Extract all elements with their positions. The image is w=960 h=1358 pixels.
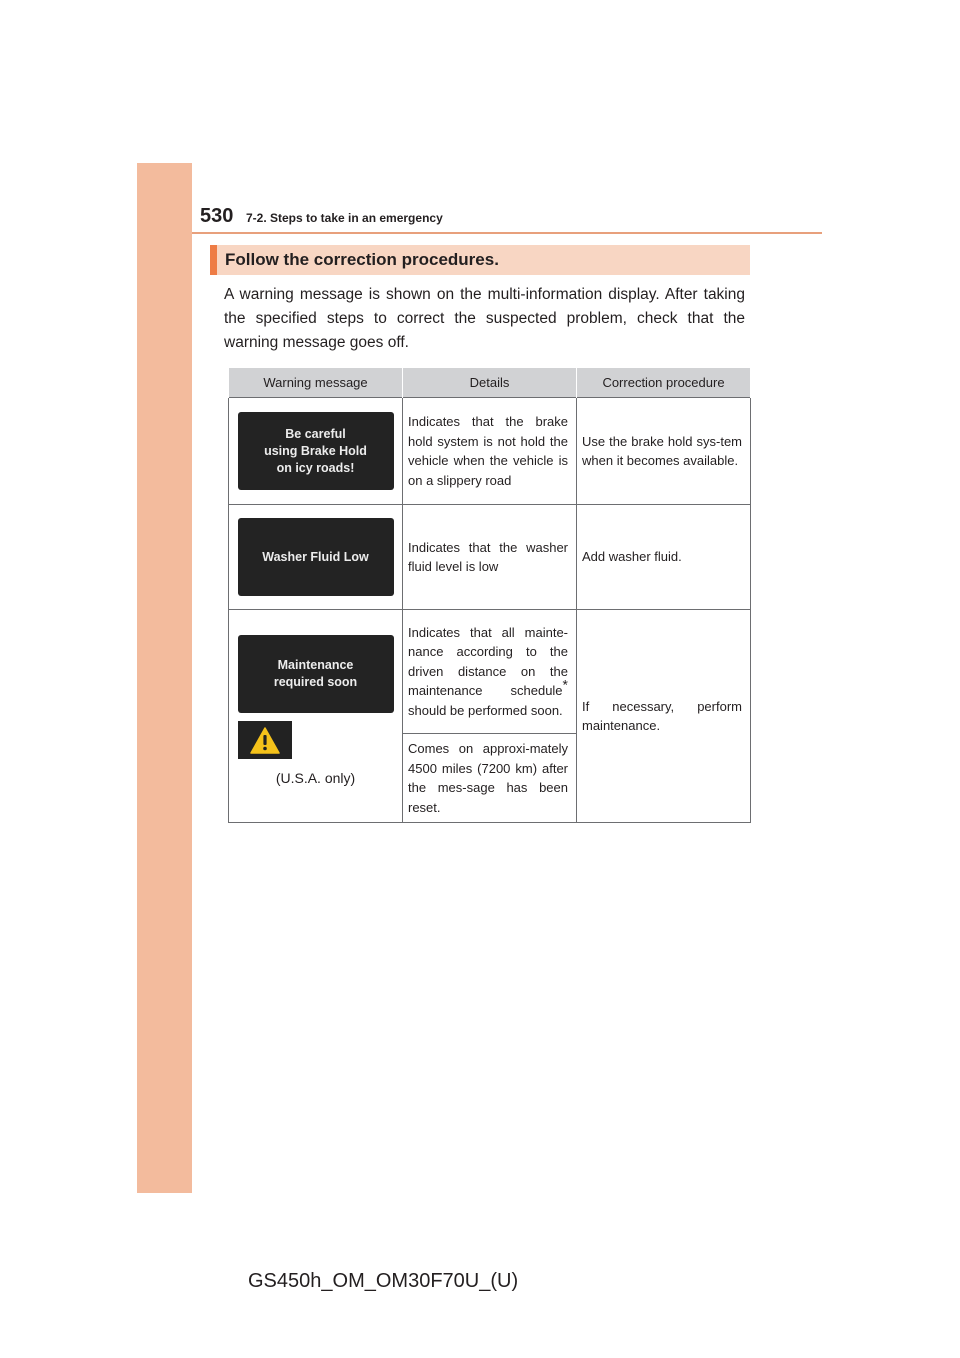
col-header-details: Details [403, 368, 577, 398]
footnote-mark: * [562, 676, 568, 693]
display-washer-fluid [238, 518, 394, 596]
side-band [137, 163, 192, 1193]
col-header-correction: Correction procedure [577, 368, 751, 398]
correction-cell: Add washer fluid. [577, 505, 751, 610]
display-line: using Brake Hold [264, 443, 367, 458]
message-cell [229, 505, 403, 610]
chapter-title: 7-2. Steps to take in an emergency [246, 211, 443, 225]
display-line: required soon [273, 675, 358, 690]
header-rule [192, 232, 822, 234]
message-cell [229, 398, 403, 505]
display-line: Be careful [285, 426, 346, 441]
details-cell [403, 610, 577, 734]
table-row [229, 398, 751, 505]
display-maintenance [238, 635, 394, 713]
message-cell [229, 610, 403, 823]
details-cell: Indicates that the washer fluid level is low [403, 505, 577, 610]
details-cell: Indicates that the brake hold system is not hold the vehicle when the vehicle is on a slippery road [403, 398, 577, 505]
table-row [229, 610, 751, 734]
details-text: should be performed soon. [408, 702, 563, 718]
display-brake-hold [238, 412, 394, 490]
col-header-warning-message: Warning message [229, 368, 403, 398]
section-heading: Follow the correction procedures. [210, 245, 750, 275]
display-line: Maintenance [277, 658, 354, 673]
page-number: 530 [200, 205, 234, 227]
table-header-row [229, 368, 751, 398]
warning-triangle-icon [238, 721, 292, 759]
intro-paragraph: A warning message is shown on the multi-information display. After taking the specified steps to correct the suspected problem, check that the warning message goes off. [224, 286, 745, 351]
table-row [229, 505, 751, 610]
display-line: Washer Fluid Low [262, 549, 369, 564]
correction-cell: If necessary, perform maintenance. [577, 610, 751, 823]
display-line: on icy roads! [276, 460, 355, 475]
region-note: (U.S.A. only) [275, 770, 356, 787]
correction-cell: Use the brake hold sys-tem when it becomes available. [577, 398, 751, 505]
details-text: Indicates that all mainte-nance according to the driven distance on the maintenance schedule [408, 624, 568, 699]
document-code: GS450h_OM_OM30F70U_(U) [248, 1270, 519, 1292]
warning-table [228, 368, 751, 823]
details-cell: Comes on approxi-mately 4500 miles (7200 km) after the mes-sage has been reset. [403, 734, 577, 823]
